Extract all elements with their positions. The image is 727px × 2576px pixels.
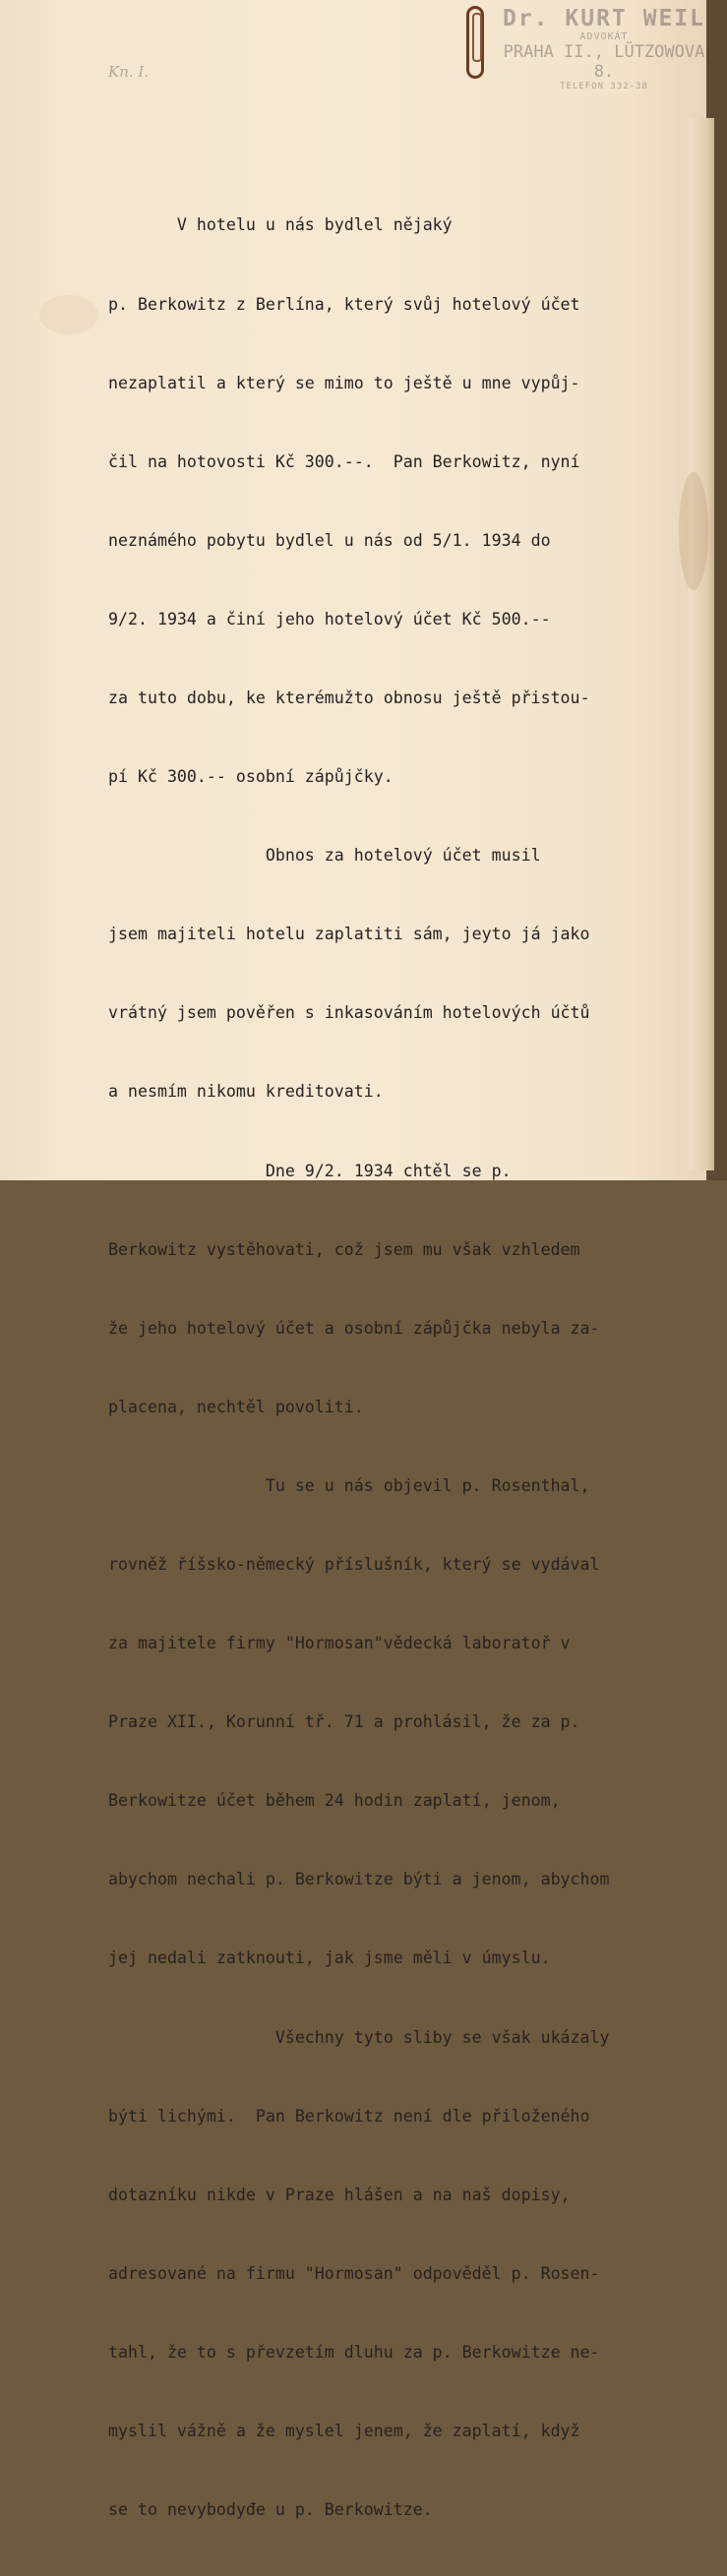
text-line: Obnos za hotelový účet musil [108, 846, 541, 866]
text-line: tahl, že to s převzetím dluhu za p. Berkowitze ne- [108, 2342, 600, 2362]
pencil-annotation: Kn. I. [108, 63, 150, 81]
paper-clip-icon [466, 6, 484, 79]
text-line: dotazníku nikde v Praze hlášen a na naš dopisy, [108, 2185, 571, 2204]
text-line: 9/2. 1934 a činí jeho hotelový účet Kč 500.-- [108, 609, 551, 629]
text-line: Berkowitz vystěhovati, což jsem mu však vzhledem [108, 1239, 580, 1259]
text-line: vrátný jsem pověřen s inkasováním hotelových účtů [108, 1003, 590, 1023]
text-line: V hotelu u nás bydlel nějaký [108, 215, 453, 235]
text-line: abychom nechali p. Berkowitze býti a jenom, abychom [108, 1870, 610, 1889]
text-line: neznámého pobytu bydlel u nás od 5/1. 1934 do [108, 530, 551, 550]
stain [39, 295, 98, 334]
text-line: pí Kč 300.-- osobní zápůjčky. [108, 767, 394, 787]
text-line: Tu se u nás objevil p. Rosenthal, [108, 1475, 590, 1495]
text-line: za tuto dobu, ke kterémužto obnosu ještě přistou- [108, 688, 590, 707]
text-line: jsem majiteli hotelu zaplatiti sám, jeyto já jako [108, 925, 590, 944]
text-line: a nesmím nikomu kreditovati. [108, 1082, 384, 1102]
text-line: myslil vážně a že myslel jenem, že zaplatí, když [108, 2422, 580, 2441]
text-line: adresované na firmu "Hormosan" odpověděl p. Rosen- [108, 2263, 600, 2283]
stamp-name: Dr. KURT WEIL [502, 6, 705, 31]
stamp-title: ADVOKÁT [579, 31, 629, 42]
text-line: placena, nechtěl povoliti. [108, 1397, 364, 1416]
text-line: býti lichými. Pan Berkowitz není dle přiloženého [108, 2106, 590, 2126]
text-line: rovněž říšsko-německý příslušník, který se vydával [108, 1555, 600, 1574]
text-line: p. Berkowitz z Berlína, který svůj hotelový účet [108, 294, 580, 314]
text-line: se to nevybodyđe u p. Berkowitze. [108, 2500, 433, 2520]
typewritten-body [108, 160, 698, 2576]
text-line: nezaplatil a který se mimo to ještě u mne vypůj- [108, 373, 580, 392]
text-line: Všechny tyto sliby se však ukázaly [108, 2027, 610, 2047]
text-line: že jeho hotelový účet a osobní zápůjčka nebyla za- [108, 1318, 600, 1338]
text-line: jej nedali zatknouti, jak jsme měli v úmyslu. [108, 1948, 551, 1968]
lawyer-stamp [500, 6, 708, 91]
stamp-phone: TELEFON 332-38 [560, 82, 648, 91]
text-line: Dne 9/2. 1934 chtěl se p. [108, 1161, 512, 1180]
text-line: za majitele firmy "Hormosan"vědecká laboratoř v [108, 1634, 571, 1653]
text-line: Praze XII., Korunní tř. 71 a prohlásil, že za p. [108, 1712, 580, 1732]
text-line: čil na hotovosti Kč 300.--. Pan Berkowitz, nyní [108, 451, 580, 471]
stamp-address: PRAHA II., LÜTZOWOVA 8. [503, 42, 705, 82]
text-line: Berkowitze účet během 24 hodin zaplatí, jenom, [108, 1791, 561, 1811]
